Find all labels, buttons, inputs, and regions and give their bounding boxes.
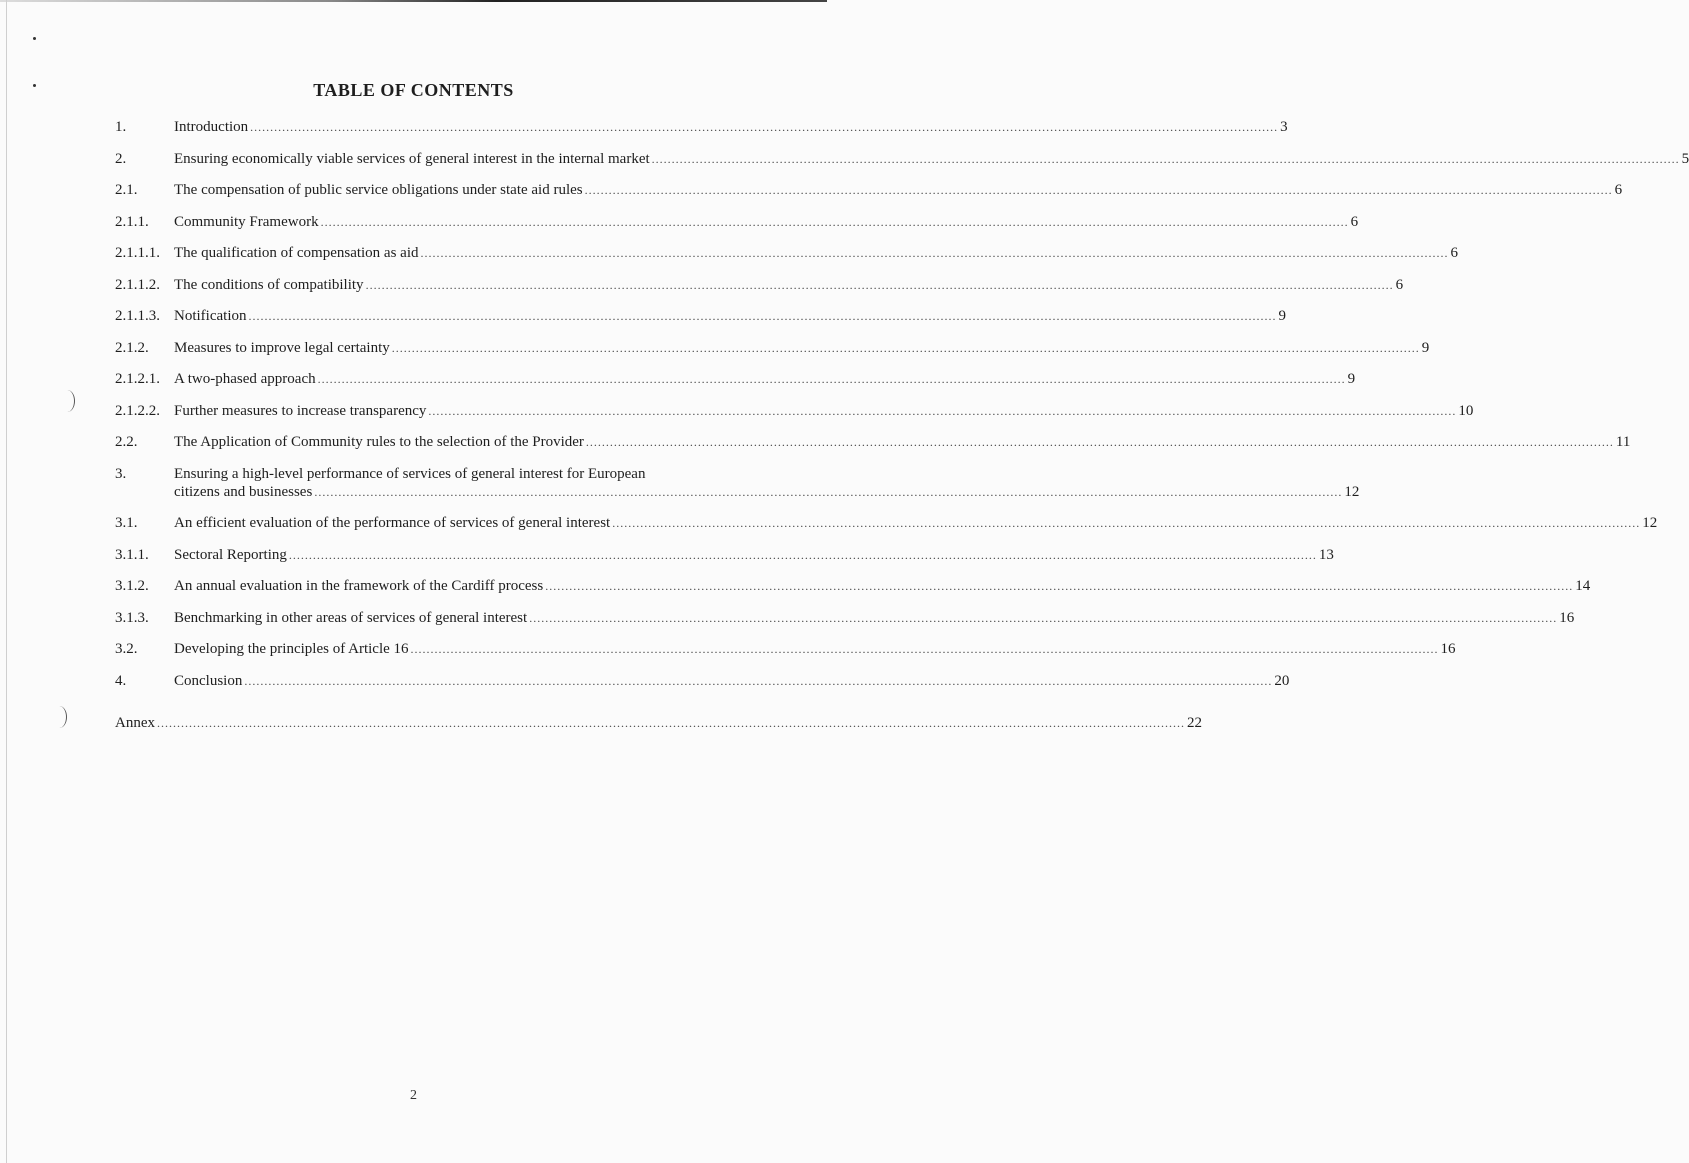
toc-section-number: 2. xyxy=(115,150,127,167)
dot-leader xyxy=(321,213,1349,231)
toc-entry[interactable] xyxy=(115,213,1359,231)
toc-section-number: 2.2. xyxy=(115,434,138,450)
dot-leader xyxy=(545,577,1573,595)
toc-entry[interactable] xyxy=(115,118,1288,136)
toc-entry-title: Developing the principles of Article 16 xyxy=(174,641,409,657)
table-of-contents xyxy=(115,118,1689,745)
toc-entry[interactable] xyxy=(115,307,1286,325)
toc-section-number: 3.1.2. xyxy=(115,578,149,594)
scan-edge-top xyxy=(0,0,827,2)
scan-speck xyxy=(33,37,36,40)
dot-leader xyxy=(428,402,1456,420)
toc-entry-title: Sectoral Reporting xyxy=(174,546,287,563)
toc-entry[interactable] xyxy=(115,433,1631,451)
toc-section-number: 3.2. xyxy=(115,641,138,657)
toc-entry-title: Benchmarking in other areas of services of general interest xyxy=(174,609,528,626)
toc-section-number: 3.1.3. xyxy=(115,609,149,626)
toc-page-number: 9 xyxy=(1347,371,1356,387)
toc-entry[interactable] xyxy=(115,465,1360,501)
toc-entry-title: An efficient evaluation of the performance of services of general interest xyxy=(174,515,611,531)
toc-page-number: 14 xyxy=(1575,578,1591,594)
dot-leader xyxy=(250,118,1278,136)
dot-leader xyxy=(248,307,1276,325)
dot-leader xyxy=(157,714,1185,732)
toc-entry-title: Ensuring economically viable services of general interest in the internal market xyxy=(174,150,650,167)
toc-entry-title: A two-phased approach xyxy=(174,371,316,387)
toc-section-number: 2.1.2.1. xyxy=(115,371,160,387)
toc-section-number: 2.1.1.2. xyxy=(115,276,160,293)
toc-entry[interactable] xyxy=(115,577,1591,595)
toc-entry-title: Further measures to increase transparency xyxy=(174,402,427,419)
dot-leader xyxy=(586,433,1614,451)
toc-page-number: 11 xyxy=(1615,434,1631,450)
dot-leader xyxy=(652,150,1680,168)
punch-hole-mark xyxy=(52,706,67,728)
toc-page-number: 6 xyxy=(1614,182,1623,198)
toc-page-number: 6 xyxy=(1395,276,1404,293)
toc-section-number: 2.1.1. xyxy=(115,213,149,230)
dot-leader xyxy=(392,339,1420,357)
toc-section-number: 4. xyxy=(115,672,127,689)
dot-leader xyxy=(529,609,1557,627)
toc-entry-title: The Application of Community rules to the selection of the Provider xyxy=(174,434,584,450)
page-title: TABLE OF CONTENTS xyxy=(313,80,514,100)
toc-entry[interactable] xyxy=(115,339,1430,357)
toc-entry[interactable] xyxy=(115,402,1474,420)
dot-leader xyxy=(314,483,1342,501)
toc-page-number: 3 xyxy=(1280,119,1288,135)
toc-section-number: 2.1. xyxy=(115,182,138,198)
toc-entry-title: The compensation of public service obligations under state aid rules xyxy=(174,182,583,198)
toc-entry-title: The qualification of compensation as aid xyxy=(174,245,419,261)
toc-page-number: 13 xyxy=(1318,546,1334,563)
dot-leader xyxy=(366,276,1394,294)
toc-page-number: 9 xyxy=(1421,339,1430,356)
toc-page-number: 9 xyxy=(1278,308,1286,324)
dot-leader xyxy=(289,546,1317,564)
toc-entry-title: Ensuring a high-level performance of services of general interest for European xyxy=(174,465,646,482)
toc-entry[interactable] xyxy=(115,640,1456,658)
toc-section-number: 2.1.1.3. xyxy=(115,308,160,324)
scan-edge-left xyxy=(6,0,7,1163)
toc-entry-title: The conditions of compatibility xyxy=(174,276,364,293)
toc-section-number: 2.1.2.2. xyxy=(115,402,160,419)
toc-entry[interactable] xyxy=(115,150,1689,168)
dot-leader xyxy=(411,640,1439,658)
toc-entry-title: Measures to improve legal certainty xyxy=(174,339,390,356)
toc-entry-title: An annual evaluation in the framework of the Cardiff process xyxy=(174,578,544,594)
toc-entry[interactable] xyxy=(115,276,1404,294)
dot-leader xyxy=(244,672,1272,690)
toc-entry-title-continued: citizens and businesses xyxy=(174,483,313,500)
toc-section-number: 2.1.1.1. xyxy=(115,245,160,261)
toc-section-number: 3.1. xyxy=(115,515,138,531)
dot-leader xyxy=(318,370,1346,388)
toc-page-number: 12 xyxy=(1344,483,1360,500)
toc-entry[interactable] xyxy=(115,181,1623,199)
toc-entry-title: Community Framework xyxy=(174,213,319,230)
punch-hole-mark xyxy=(60,390,75,412)
toc-entry[interactable] xyxy=(115,672,1290,690)
page-number: 2 xyxy=(410,1088,417,1103)
toc-entry[interactable] xyxy=(115,370,1356,388)
toc-page-number: 22 xyxy=(1187,714,1202,731)
toc-page-number: 10 xyxy=(1458,402,1474,419)
toc-page-number: 6 xyxy=(1450,245,1459,261)
toc-section-number: 2.1.2. xyxy=(115,339,149,356)
toc-entry[interactable] xyxy=(115,514,1658,532)
dot-leader xyxy=(585,181,1613,199)
toc-entry[interactable] xyxy=(115,244,1459,262)
toc-page-number: 5 xyxy=(1681,150,1689,167)
toc-entry[interactable] xyxy=(115,546,1334,564)
toc-entry-annex[interactable] xyxy=(115,714,1202,732)
toc-section-number: 3. xyxy=(115,465,127,482)
toc-section-number: 1. xyxy=(115,119,127,135)
toc-entry-title: Annex xyxy=(115,714,155,731)
toc-entry-title: Notification xyxy=(174,308,247,324)
toc-page-number: 16 xyxy=(1440,641,1456,657)
toc-section-number: 3.1.1. xyxy=(115,546,149,563)
dot-leader xyxy=(421,244,1449,262)
toc-page-number: 6 xyxy=(1350,213,1359,230)
toc-page-number: 20 xyxy=(1274,672,1290,689)
toc-entry-title: Introduction xyxy=(174,119,249,135)
toc-entry[interactable] xyxy=(115,609,1575,627)
toc-page-number: 16 xyxy=(1559,609,1575,626)
toc-page-number: 12 xyxy=(1642,515,1658,531)
toc-entry-title: Conclusion xyxy=(174,672,243,689)
dot-leader xyxy=(612,514,1640,532)
